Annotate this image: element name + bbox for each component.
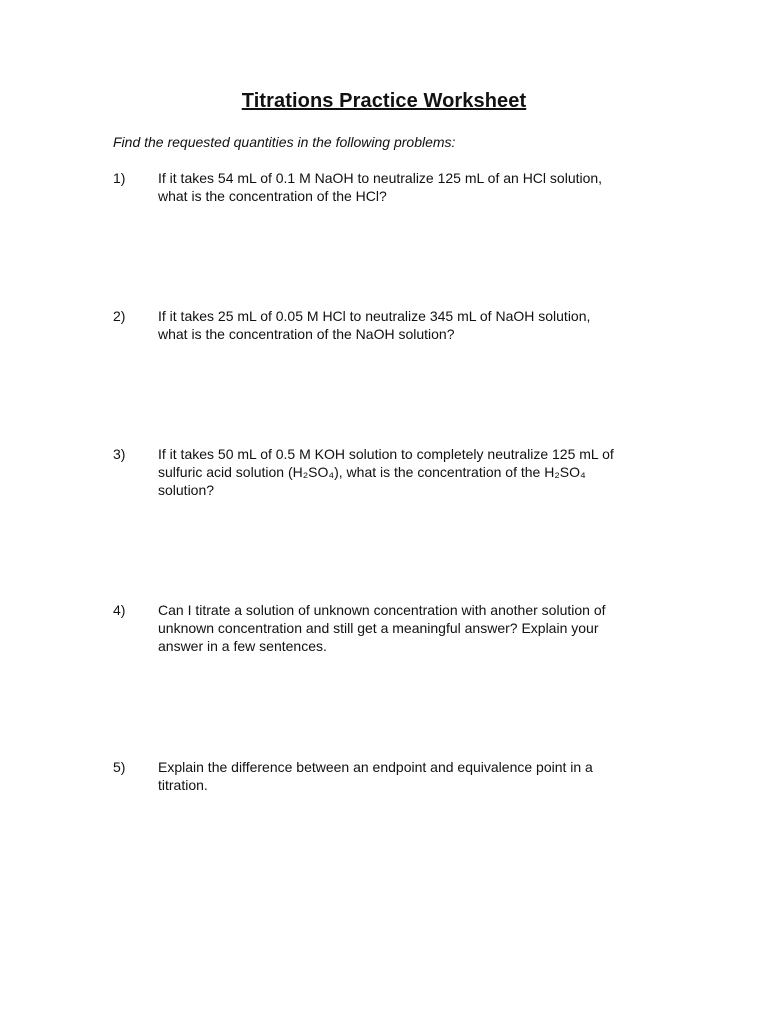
page-title: Titrations Practice Worksheet	[241, 90, 527, 112]
question-text	[158, 169, 668, 205]
question-line: unknown concentration and still get a meaningful answer? Explain your	[158, 620, 599, 636]
question-line: answer in a few sentences.	[158, 638, 327, 654]
question-line: titration.	[158, 777, 208, 793]
question-line: If it takes 50 mL of 0.5 M KOH solution to completely neutralize 125 mL of	[158, 446, 614, 462]
question-line: what is the concentration of the HCl?	[158, 188, 387, 204]
question-number: 3)	[113, 446, 126, 462]
question-text	[158, 307, 668, 343]
question-line: Can I titrate a solution of unknown concentration with another solution of	[158, 602, 606, 618]
question-line: solution?	[158, 482, 215, 498]
question-line: sulfuric acid solution (H₂SO₄), what is the concentration of the H₂SO₄	[158, 464, 586, 480]
question-line: what is the concentration of the NaOH solution?	[158, 326, 455, 342]
question-number: 4)	[113, 602, 126, 618]
question-line: Explain the difference between an endpoint and equivalence point in a	[158, 759, 593, 775]
question-line: If it takes 54 mL of 0.1 M NaOH to neutralize 125 mL of an HCl solution,	[158, 170, 603, 186]
question-number: 5)	[113, 759, 126, 775]
question-text	[158, 601, 668, 655]
instructions: Find the requested quantities in the following problems:	[113, 134, 456, 150]
question-text	[158, 445, 668, 499]
question-number: 2)	[113, 308, 126, 324]
question-text	[158, 758, 668, 794]
question-number: 1)	[113, 170, 126, 186]
question-line: If it takes 25 mL of 0.05 M HCl to neutralize 345 mL of NaOH solution,	[158, 308, 591, 324]
